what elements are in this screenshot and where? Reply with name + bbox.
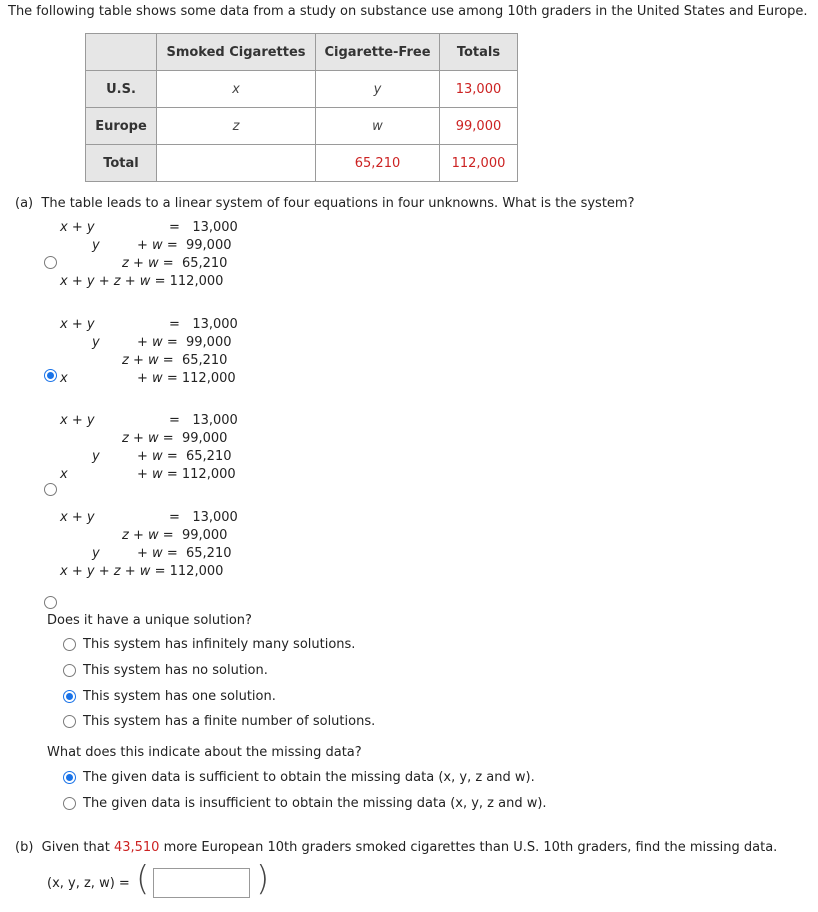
equation-line: y: [92, 546, 100, 561]
radio-button[interactable]: [63, 771, 76, 784]
row-label: Europe: [86, 108, 157, 145]
header-totals: Totals: [440, 34, 518, 71]
cell-smoked: x: [157, 71, 316, 108]
table-header-row: [86, 34, 518, 71]
cell-smoked: [157, 145, 316, 182]
radio-button[interactable]: [63, 690, 76, 703]
highlight-number: 43,510: [113, 840, 160, 855]
missing-data-option[interactable]: The given data is insufficient to obtain the missing data (x, y, z and w).: [63, 796, 547, 811]
equation-line: y: [92, 238, 100, 253]
system-option-4-radio[interactable]: [44, 596, 57, 609]
part-a-text: The table leads to a linear system of four equations in four unknowns. What is the system?: [41, 196, 635, 211]
table-row: [86, 71, 518, 108]
equation-line: = 13,000: [169, 413, 238, 428]
equation-line: + w = 112,000: [137, 467, 236, 482]
answer-label: (x, y, z, w) =: [47, 876, 130, 891]
equation-line: = 13,000: [169, 510, 238, 525]
data-table: [85, 33, 518, 182]
table-row: [86, 108, 518, 145]
radio-button[interactable]: [63, 638, 76, 651]
part-a-label: (a): [15, 196, 34, 211]
equation-line: x + y: [60, 317, 95, 332]
equation-line: + w = 99,000: [137, 238, 232, 253]
part-b-question: (b) Given that 43,510 more European 10th graders smoked cigarettes than U.S. 10th graders, find the missing data.: [15, 840, 778, 855]
row-label: Total: [86, 145, 157, 182]
table-corner: [86, 34, 157, 71]
missing-data-question: What does this indicate about the missing data?: [47, 745, 362, 760]
header-free: Cigarette-Free: [316, 34, 440, 71]
equation-line: x + y + z + w = 112,000: [60, 564, 224, 579]
missing-data-option[interactable]: The given data is sufficient to obtain the missing data (x, y, z and w).: [63, 770, 535, 785]
cell-free: y: [316, 71, 440, 108]
right-paren: ): [256, 859, 270, 899]
equation-line: + w = 65,210: [137, 546, 232, 561]
cell-smoked: z: [157, 108, 316, 145]
uniqueness-option[interactable]: This system has one solution.: [63, 689, 276, 704]
equation-line: z + w = 65,210: [122, 353, 228, 368]
equation-line: + w = 99,000: [137, 335, 232, 350]
equation-line: x + y: [60, 413, 95, 428]
uniqueness-option[interactable]: This system has a finite number of solutions.: [63, 714, 375, 729]
left-paren: (: [136, 859, 150, 899]
equation-line: y: [92, 449, 100, 464]
equation-line: x: [60, 467, 68, 482]
equation-line: = 13,000: [169, 317, 238, 332]
system-option-3-radio[interactable]: [44, 483, 57, 496]
equation-line: = 13,000: [169, 220, 238, 235]
equation-line: z + w = 99,000: [122, 528, 228, 543]
uniqueness-option[interactable]: This system has infinitely many solutions.: [63, 637, 355, 652]
part-a-question: [15, 196, 635, 211]
cell-free: w: [316, 108, 440, 145]
header-smoked: Smoked Cigarettes: [157, 34, 316, 71]
answer-input[interactable]: [153, 868, 250, 898]
equation-line: x + y: [60, 510, 95, 525]
cell-total: 99,000: [440, 108, 518, 145]
equation-line: x + y + z + w = 112,000: [60, 274, 224, 289]
radio-button[interactable]: [63, 715, 76, 728]
equation-line: x + y: [60, 220, 95, 235]
cell-free: 65,210: [316, 145, 440, 182]
radio-button[interactable]: [63, 797, 76, 810]
radio-button[interactable]: [63, 664, 76, 677]
cell-total: 112,000: [440, 145, 518, 182]
equation-line: z + w = 99,000: [122, 431, 228, 446]
row-label: U.S.: [86, 71, 157, 108]
equation-line: z + w = 65,210: [122, 256, 228, 271]
intro-text: The following table shows some data from a study on substance use among 10th graders in the United States and Europe.: [8, 4, 808, 19]
system-option-2-radio[interactable]: [44, 369, 57, 382]
cell-total: 13,000: [440, 71, 518, 108]
uniqueness-option[interactable]: This system has no solution.: [63, 663, 268, 678]
equation-line: x: [60, 371, 68, 386]
uniqueness-question: Does it have a unique solution?: [47, 613, 252, 628]
equation-line: y: [92, 335, 100, 350]
table-row: [86, 145, 518, 182]
system-option-1-radio[interactable]: [44, 256, 57, 269]
equation-line: + w = 65,210: [137, 449, 232, 464]
equation-line: + w = 112,000: [137, 371, 236, 386]
